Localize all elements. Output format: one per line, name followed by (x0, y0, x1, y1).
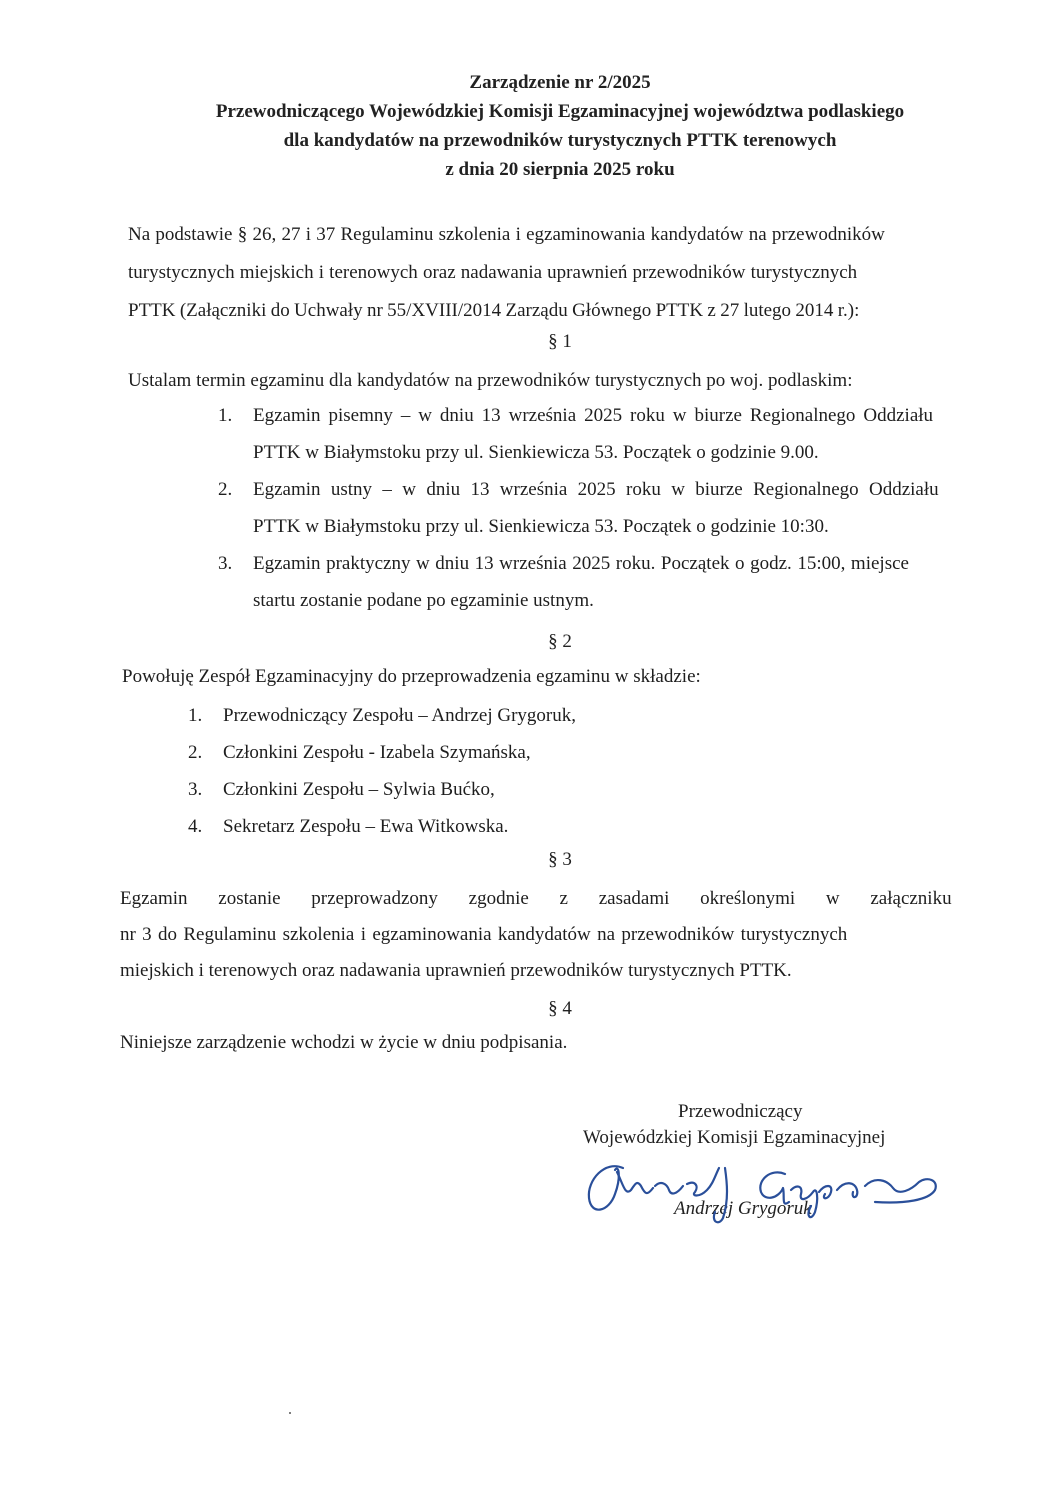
scan-speck (289, 1412, 291, 1414)
list-number: 2. (188, 742, 203, 763)
section-2-lead: Powołuję Zespół Egzaminacyjny do przeprowadzenia egzaminu w składzie: (122, 666, 701, 687)
list-number: 1. (188, 705, 203, 726)
list-item (188, 808, 788, 845)
section-mark-1: § 1 (548, 331, 572, 352)
section-mark-3: § 3 (548, 849, 572, 870)
legal-basis-paragraph (128, 216, 968, 330)
list-item-line: Egzamin praktyczny w dniu 13 września 2025 roku. Początek o godz. 15:00, miejsce (253, 553, 909, 574)
committee-members-list (188, 697, 788, 845)
signatory-body: Wojewódzkiej Komisji Egzaminacyjnej (583, 1127, 886, 1148)
signatory-name: Andrzej Grygoruk (674, 1198, 812, 1219)
section-3-line: nr 3 do Regulaminu szkolenia i egzaminowania kandydatów na przewodników turystycznych (120, 924, 848, 945)
section-mark-2: § 2 (548, 631, 572, 652)
legal-basis-line: Na podstawie § 26, 27 i 37 Regulaminu szkolenia i egzaminowania kandydatów na przewodników (128, 224, 885, 245)
list-item (218, 545, 990, 619)
committee-member: Członkini Zespołu – Sylwia Bućko, (223, 779, 495, 800)
list-item (188, 734, 788, 771)
document-header (100, 68, 1020, 184)
list-item-line: Egzamin pisemny – w dniu 13 września 2025 roku w biurze Regionalnego Oddziału (253, 405, 934, 426)
list-item (188, 697, 788, 734)
document-title: Zarządzenie nr 2/2025 (469, 72, 651, 93)
document-issuer: Przewodniczącego Wojewódzkiej Komisji Egzaminacyjnej województwa podlaskiego (215, 101, 905, 122)
section-mark-4: § 4 (548, 998, 572, 1019)
section-3-line: miejskich i terenowych oraz nadawania uprawnień przewodników turystycznych PTTK. (120, 960, 792, 981)
section-4-text: Niniejsze zarządzenie wchodzi w życie w dniu podpisania. (120, 1032, 568, 1053)
list-item (218, 397, 990, 471)
committee-member: Sekretarz Zespołu – Ewa Witkowska. (223, 816, 509, 837)
list-number: 4. (188, 816, 203, 837)
committee-member: Przewodniczący Zespołu – Andrzej Grygoruk, (223, 705, 576, 726)
committee-member: Członkini Zespołu - Izabela Szymańska, (223, 742, 531, 763)
list-number: 1. (218, 405, 233, 426)
handwritten-signature (575, 1150, 965, 1230)
list-number: 2. (218, 479, 233, 500)
list-item-line: PTTK w Białymstoku przy ul. Sienkiewicza 53. Początek o godzinie 10:30. (253, 516, 829, 537)
list-item-line: PTTK w Białymstoku przy ul. Sienkiewicza 53. Początek o godzinie 9.00. (253, 442, 819, 463)
signatory-position: Przewodniczący (678, 1101, 803, 1122)
list-item-line: startu zostanie podane po egzaminie ustnym. (253, 590, 594, 611)
exam-schedule-list (218, 397, 990, 619)
section-3-line: Egzamin zostanie przeprowadzony zgodnie z zasadami określonymi w załączniku (120, 888, 952, 909)
list-number: 3. (188, 779, 203, 800)
list-item-line: Egzamin ustny – w dniu 13 września 2025 roku w biurze Regionalnego Oddziału (253, 479, 939, 500)
document-subject: dla kandydatów na przewodników turystycznych PTTK terenowych (283, 130, 837, 151)
list-item (218, 471, 990, 545)
document-date: z dnia 20 sierpnia 2025 roku (445, 159, 675, 180)
list-item (188, 771, 788, 808)
list-number: 3. (218, 553, 233, 574)
section-1-lead: Ustalam termin egzaminu dla kandydatów na przewodników turystycznych po woj. podlaskim: (128, 370, 853, 391)
legal-basis-line: turystycznych miejskich i terenowych oraz nadawania uprawnień przewodników turystycznych (128, 262, 858, 283)
legal-basis-line: PTTK (Załączniki do Uchwały nr 55/XVIII/2014 Zarządu Głównego PTTK z 27 lutego 2014 r.): (128, 300, 860, 321)
